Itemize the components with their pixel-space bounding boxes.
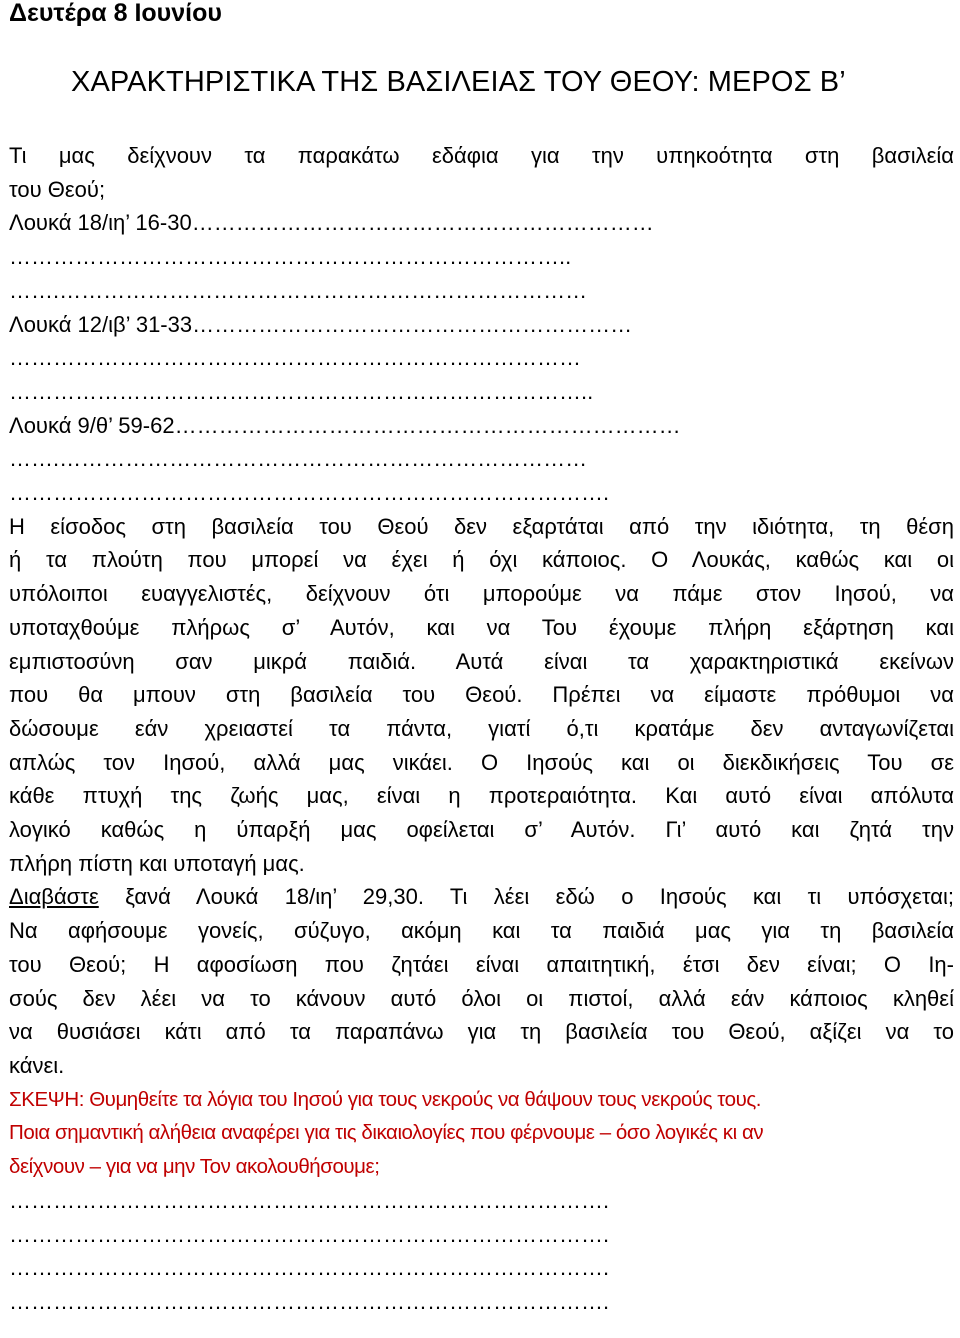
paragraph-line: Να αφήσουμε γονείς, σύζυγο, ακόμη και τα παιδιά μας για τη βασιλεία <box>9 918 954 944</box>
reference-label: Λουκά 18/ιη’ 16-30 <box>9 210 192 236</box>
paragraph-line: Η είσοδος στη βασιλεία του Θεού δεν εξαρτάται από την ιδιότητα, τη θέση <box>9 513 954 539</box>
paragraph-line <box>9 880 954 914</box>
answer-dots-line: …………………………………………………………………….. <box>9 378 594 404</box>
answer-dots-line: ………………………………………………………………………. <box>9 1221 610 1247</box>
paragraph-line: λογικό καθώς η ύπαρξή μας οφείλεται σ’ Αυτόν. Γι’ αυτό και ζητά την <box>9 817 954 843</box>
answer-dots-line: ………………………………………………………………………. <box>9 1187 610 1213</box>
paragraph-line: απλώς τον Ιησού, αλλά μας νικάει. Ο Ιησούς και οι διεκδικήσεις Του σε <box>9 749 954 775</box>
read-instruction: Διαβάστε <box>9 884 99 910</box>
reference-line <box>9 206 954 240</box>
paragraph-line: σούς δεν λέει να το κάνουν αυτό όλοι οι πιστοί, αλλά εάν κάποιος κληθεί <box>9 985 954 1011</box>
reference-label: Λουκά 12/ιβ’ 31-33 <box>9 311 193 337</box>
question-line-1: Τι μας δείχνουν τα παρακάτω εδάφια για την υπηκοότητα στη βασιλεία <box>9 143 954 168</box>
paragraph-line: δώσουμε εάν χρειαστεί τα πάντα, γιατί ό,τι κρατάμε δεν ανταγωνίζεται <box>9 715 954 741</box>
answer-dots-line: ………………………………………………………………………. <box>9 480 610 506</box>
answer-dots-line: ………………………………………………………………………. <box>9 1255 610 1281</box>
reference-label: Λουκά 9/θ’ 59-62 <box>9 412 175 438</box>
page-title: ΧΑΡΑΚΤΗΡΙΣΤΙΚΑ ΤΗΣ ΒΑΣΙΛΕΙΑΣ ΤΟΥ ΘΕΟΥ: ΜΕΡΟΣ Β’ <box>71 66 846 98</box>
answer-dots-line: ………………………………………………………………………. <box>9 1288 610 1314</box>
answer-dots-line: …………………………………………………………………… <box>9 345 581 371</box>
answer-dots: …………………………………………………… <box>192 311 633 337</box>
answer-dots-line: ………………………………………………………………….. <box>9 244 572 270</box>
answer-dots: ……………………………………………………… <box>191 210 654 236</box>
reference-line <box>9 308 954 342</box>
paragraph-line: υπόλοιποι ευαγγελιστές, δείχνουν ότι μπορούμε να πάμε στον Ιησού, να <box>9 581 954 607</box>
paragraph-text: ξανά Λουκά 18/ιη’ 29,30. Τι λέει εδώ ο Ιησούς και τι υπόσχεται; <box>98 884 954 910</box>
paragraph-line: του Θεού; Η αφοσίωση που ζητάει είναι απαιτητική, έτσι δεν είναι; Ο Ιη- <box>9 951 954 977</box>
date-heading: Δευτέρα 8 Ιουνίου <box>9 0 222 27</box>
thought-line: δείχνουν – για να μην Τον ακολουθήσουμε; <box>9 1155 380 1179</box>
question-line-2: του Θεού; <box>9 176 106 202</box>
paragraph-line: που θα μπουν στη βασιλεία του Θεού. Πρέπει να είμαστε πρόθυμοι να <box>9 682 954 708</box>
paragraph-line: ή τα πλούτη που μπορεί να έχει ή όχι κάποιος. Ο Λουκάς, καθώς και οι <box>9 547 954 573</box>
reference-line <box>9 409 954 443</box>
paragraph-line: κάθε πτυχή της ζωής μας, είναι η προτεραιότητα. Και αυτό είναι απόλυτα <box>9 783 954 809</box>
paragraph-line: εμπιστοσύνη σαν μικρά παιδιά. Αυτά είναι τα χαρακτηριστικά εκείνων <box>9 648 954 674</box>
thought-line: ΣΚΕΨΗ: Θυμηθείτε τα λόγια του Ιησού για τους νεκρούς να θάψουν τους νεκρούς τους. <box>9 1087 762 1111</box>
answer-dots-line: …….……………………………………………………………… <box>9 277 588 303</box>
document-body <box>9 139 954 1319</box>
paragraph-line: υποταχθούμε πλήρως σ’ Αυτόν, και να Του έχουμε πλήρη εξάρτηση και <box>9 614 954 640</box>
paragraph-line: να θυσιάσει κάτι από τα παραπάνω για τη βασιλεία του Θεού, αξίζει να το <box>9 1019 954 1045</box>
thought-line: Ποια σημαντική αλήθεια αναφέρει για τις δικαιολογίες που φέρνουμε – όσο λογικές κι αν <box>9 1121 764 1145</box>
paragraph-line: πλήρη πίστη και υποταγή μας. <box>9 850 305 876</box>
paragraph-line: κάνει. <box>9 1052 65 1078</box>
answer-dots-line: …….……………………………………………………………… <box>9 446 588 472</box>
answer-dots: …………………………………………………………… <box>174 412 681 438</box>
